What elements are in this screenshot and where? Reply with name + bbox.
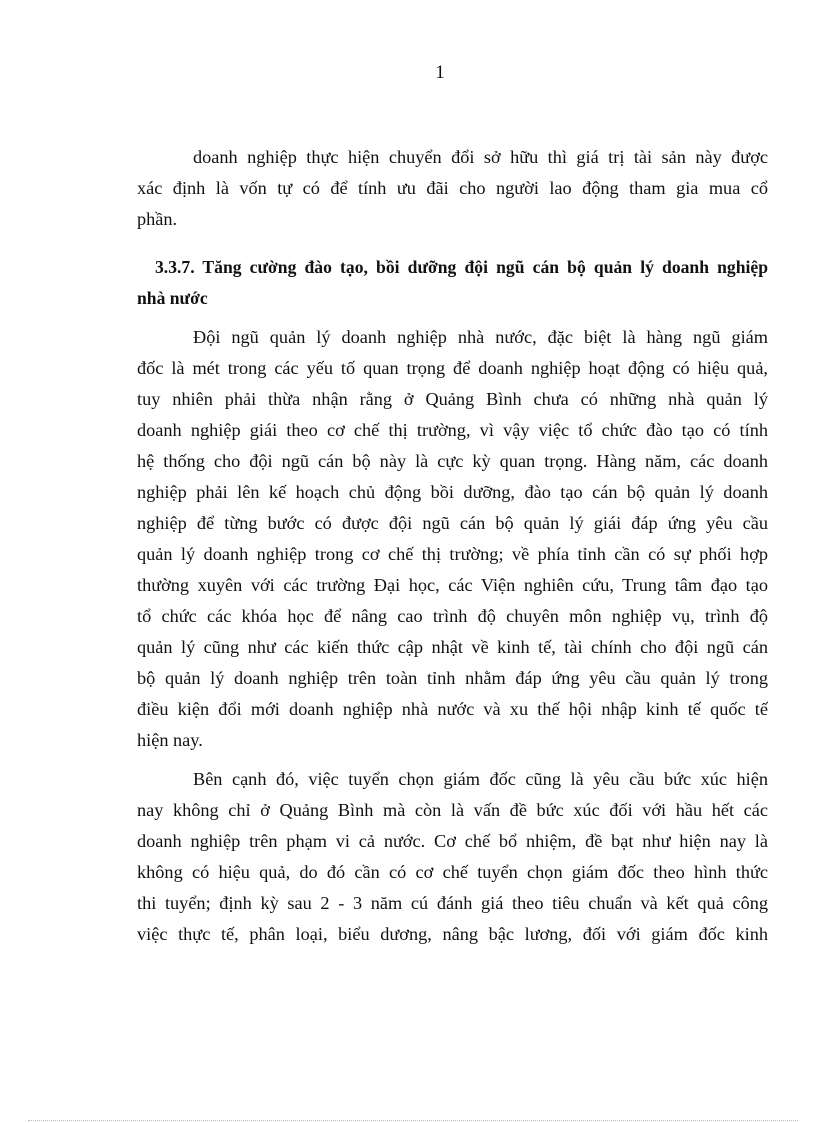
text-line: hệ thống cho đội ngũ cán bộ này là cực kỳ quan trọng. Hàng năm, các doanh: [137, 451, 768, 471]
text-line: phần.: [137, 209, 178, 229]
text-line: doanh nghiệp giái theo cơ chế thị trường, vì vậy việc tổ chức đào tạo có tính: [137, 420, 768, 440]
text-line: điều kiện đổi mới doanh nghiệp nhà nước và xu thế hội nhập kinh tế quốc tế: [137, 699, 768, 719]
text-line: doanh nghiệp trên phạm vi cả nước. Cơ chế bổ nhiệm, đề bạt như hiện nay là: [137, 831, 768, 851]
text-line: quản lý doanh nghiệp trong cơ chế thị trường; về phía tỉnh cần có sự phối hợp: [137, 544, 768, 564]
text-line: Đội ngũ quản lý doanh nghiệp nhà nước, đặc biệt là hàng ngũ giám: [193, 327, 768, 347]
text-line: việc thực tế, phân loại, biểu dương, nâng bậc lương, đối với giám đốc kinh: [137, 924, 768, 944]
section-heading: nhà nước: [137, 288, 208, 308]
text-line: thi tuyển; định kỳ sau 2 - 3 năm cú đánh giá theo tiêu chuẩn và kết quả công: [137, 893, 768, 913]
text-line: quản lý cũng như các kiến thức cập nhật về kinh tế, tài chính cho đội ngũ cán: [137, 637, 768, 657]
page-bottom-divider: [28, 1120, 798, 1121]
text-line: doanh nghiệp thực hiện chuyển đổi sở hữu thì giá trị tài sản này được: [193, 147, 768, 167]
text-line: tổ chức các khóa học để nâng cao trình độ chuyên môn nghiệp vụ, trình độ: [137, 606, 768, 626]
text-line: Bên cạnh đó, việc tuyển chọn giám đốc cũng là yêu cầu bức xúc hiện: [193, 769, 768, 789]
text-line: xác định là vốn tự có để tính ưu đãi cho người lao động tham gia mua cổ: [137, 178, 768, 198]
text-line: bộ quản lý doanh nghiệp trên toàn tỉnh nhằm đáp ứng yêu cầu quản lý trong: [137, 668, 768, 688]
text-line: nay không chỉ ở Quảng Bình mà còn là vấn đề bức xúc đối với hầu hết các: [137, 800, 768, 820]
text-line: thường xuyên với các trường Đại học, các Viện nghiên cứu, Trung tâm đạo tạo: [137, 575, 768, 595]
section-heading: 3.3.7. Tăng cường đào tạo, bồi dưỡng đội ngũ cán bộ quản lý doanh nghiệp: [155, 257, 768, 277]
text-line: đốc là mét trong các yếu tố quan trọng để doanh nghiệp hoạt động có hiệu quả,: [137, 358, 768, 378]
page-number: 1: [435, 62, 445, 83]
text-line: tuy nhiên phải thừa nhận rằng ở Quảng Bình chưa có những nhà quản lý: [137, 389, 768, 409]
text-line: nghiệp để từng bước có được đội ngũ cán bộ quản lý giái đáp ứng yêu cầu: [137, 513, 768, 533]
text-line: không có hiệu quả, do đó cần có cơ chế tuyển chọn giám đốc theo hình thức: [137, 862, 768, 882]
text-line: nghiệp phải lên kế hoạch chủ động bồi dưỡng, đào tạo cán bộ quản lý doanh: [137, 482, 768, 502]
text-line: hiện nay.: [137, 730, 203, 750]
